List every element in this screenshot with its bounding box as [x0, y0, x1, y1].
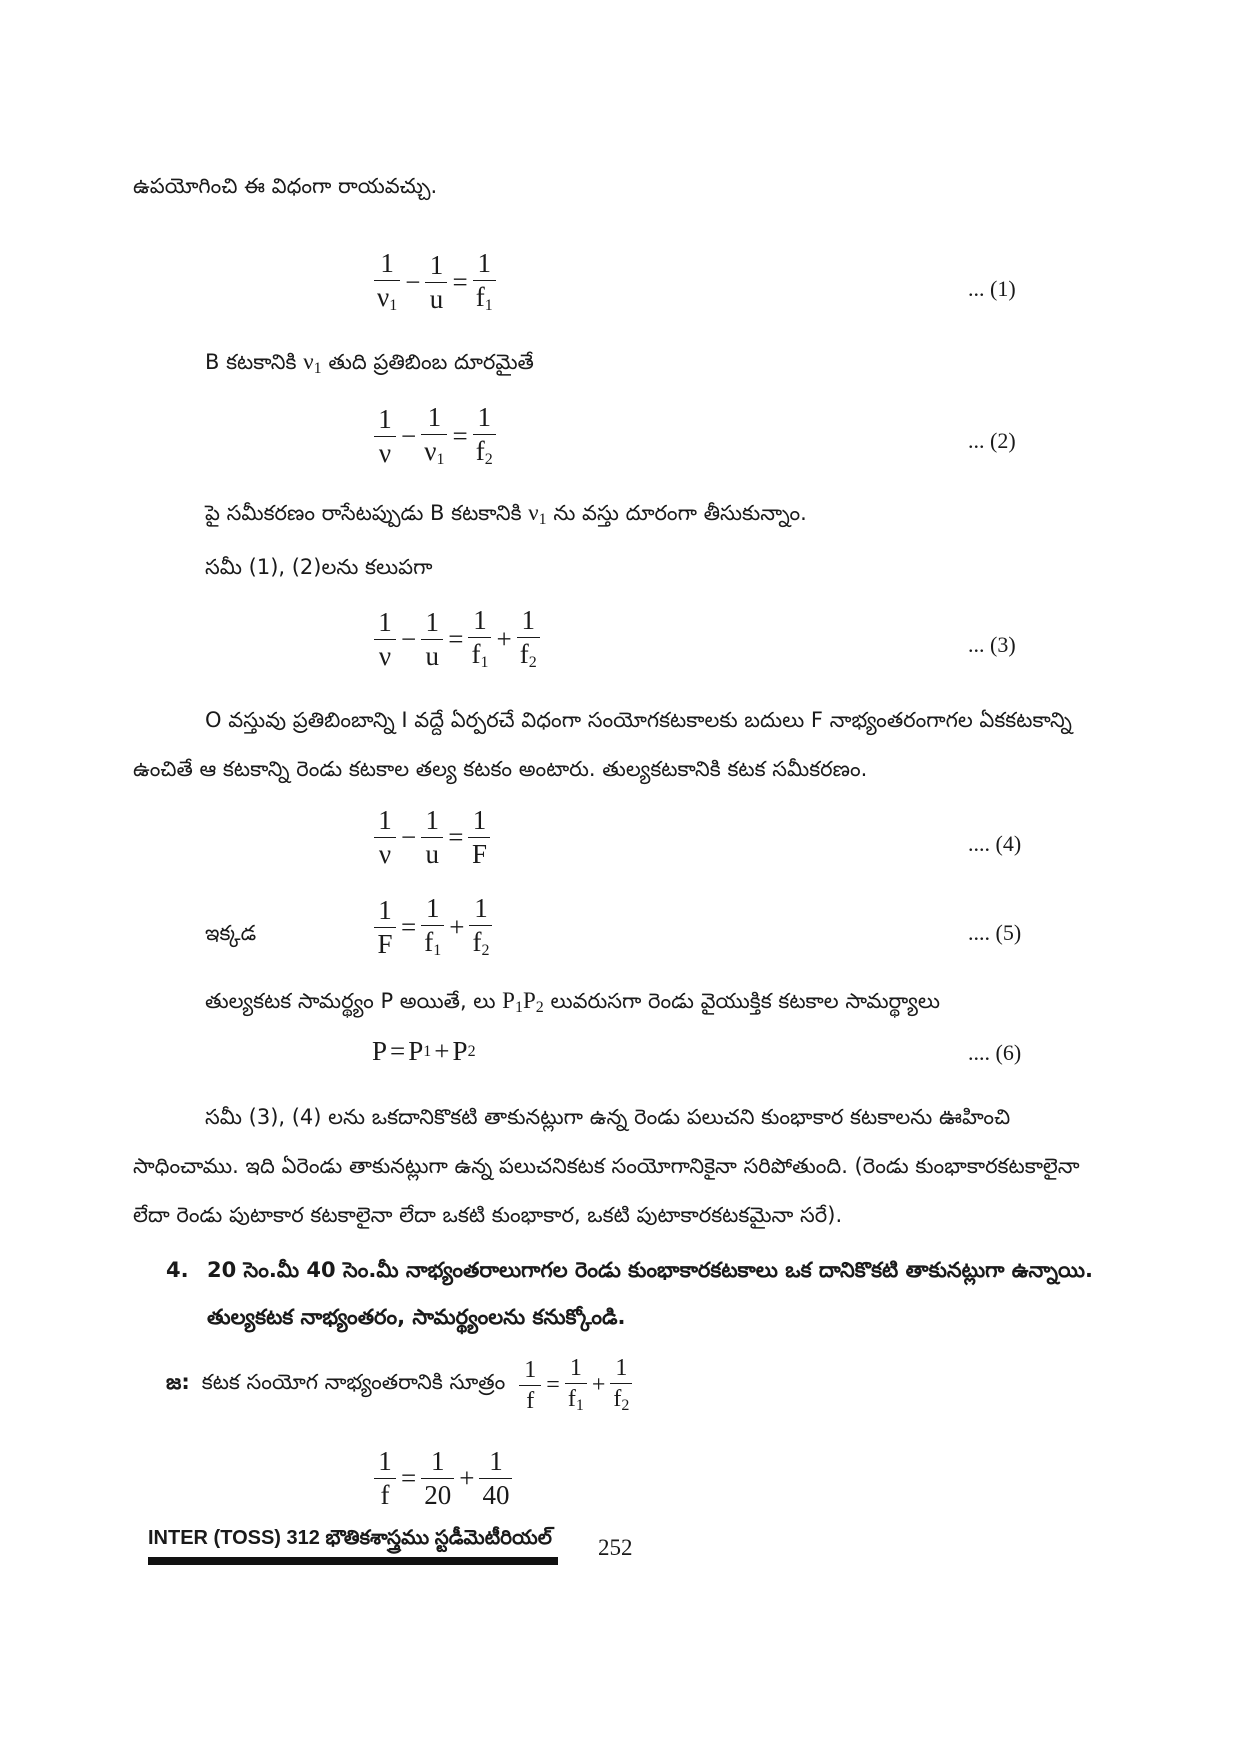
footer-bar [148, 1557, 558, 1565]
question-text: 20 సెం.మీ 40 సెం.మీ నాభ్యంతరాలుగాగల రెండు కుంభాకారకటకాలు ఒక దానికొకటి తాకునట్లుగా ఉన్నాయి. తుల్యకటక నాభ్యంతరం, సామర్థ్యంలను కనుక్కోండి. [207, 1258, 1094, 1329]
equation-note-line: పై సమీకరణం రాసేటప్పుడు B కటకానికి $\nu_1$ ను వస్తు దూరంగా తీసుకున్నాం. [205, 500, 807, 528]
b-lens-line: B కటకానికి $\nu_1$ తుది ప్రతిబింబ దూరమైతే [205, 349, 534, 377]
equation-number-1: ... (1) [968, 276, 1016, 301]
equation-4: $\frac{1}{\nu}$ − $\frac{1}{u}$ = $\frac{1}{F}$ [372, 807, 492, 868]
answer-formula: $\frac{1}{f}$ = $\frac{1}{f_1}$ + $\frac{1}{f_2}$ [517, 1356, 634, 1414]
validity-paragraph: సమీ (3), (4) లను ఒకదానికొకటి తాకునట్లుగా ఉన్న రెండు పలుచని కుంభాకార కటకాలను ఊహించి సాధించాము. ఇది ఏరెండు తాకునట్లుగా ఉన్న పలుచనికటక సంయోగానికైనా సరిపోతుంది. (రెండు కుంభాకారకటకాలైనా లేదా రెండు పుటాకార కటకాలైనా లేదా ఒకటి కుంభాకార, ఒకటి పుటాకారకటకమైనా సరే). [133, 1105, 1080, 1227]
intro-line: ఉపయోగించి ఈ విధంగా రాయవచ్చు. [133, 174, 438, 198]
equation-3: $\frac{1}{\nu}$ − $\frac{1}{u}$ = $\frac{1}{f_1}$ + $\frac{1}{f_2}$ [372, 607, 542, 671]
combine-line: సమీ (1), (2)లను కలుపగా [205, 555, 433, 579]
answer-line [166, 1356, 634, 1414]
answer-text: కటక సంయోగ నాభ్యంతరానికి సూత్రం [201, 1370, 506, 1394]
question-number: 4. [166, 1258, 189, 1282]
page-number: 252 [598, 1535, 633, 1560]
equation-number-4: .... (4) [968, 831, 1022, 856]
footer-title: INTER (TOSS) 312 భౌతికశాస్త్రము స్టడీమెటీరియల్ [148, 1527, 552, 1549]
equation-number-3: ... (3) [968, 632, 1016, 657]
answer-label: జ: [166, 1370, 190, 1394]
equation-6: P = P 1 + P 2 [372, 1036, 476, 1066]
equation-1: $\frac{1}{\nu_1}$ − $\frac{1}{u}$ = $\frac{1}{f_1}$ [372, 250, 498, 314]
equation-5: $\frac{1}{F}$ = $\frac{1}{f_1}$ + $\frac{1}{f_2}$ [372, 895, 494, 959]
power-line: తుల్యకటక సామర్థ్యం P అయితే, లు $P_1P_2$ లువరుసగా రెండు వైయుక్తిక కటకాల సామర్థ్యాలు [205, 988, 940, 1016]
answer-equation: $\frac{1}{f}$ = $\frac{1}{20}$ + $\frac{1}{40}$ [372, 1448, 514, 1509]
equation-number-2: ... (2) [968, 428, 1016, 453]
equation-2: $\frac{1}{\nu}$ − $\frac{1}{\nu_1}$ = $\frac{1}{f_2}$ [372, 404, 498, 468]
equation-number-5: .... (5) [968, 920, 1022, 945]
equation-number-6: .... (6) [968, 1040, 1022, 1065]
equivalent-lens-paragraph: O వస్తువు ప్రతిబింబాన్ని I వద్దే ఏర్పరచే విధంగా సంయోగకటకాలకు బదులు F నాభ్యంతరంగాగల ఏకకటకాన్ని ఉంచితే ఆ కటకాన్ని రెండు కటకాల తల్య కటకం అంటారు. తుల్యకటకానికి కటక సమీకరణం. [133, 708, 1072, 781]
ikkada-label: ఇక్కడ [205, 921, 257, 945]
